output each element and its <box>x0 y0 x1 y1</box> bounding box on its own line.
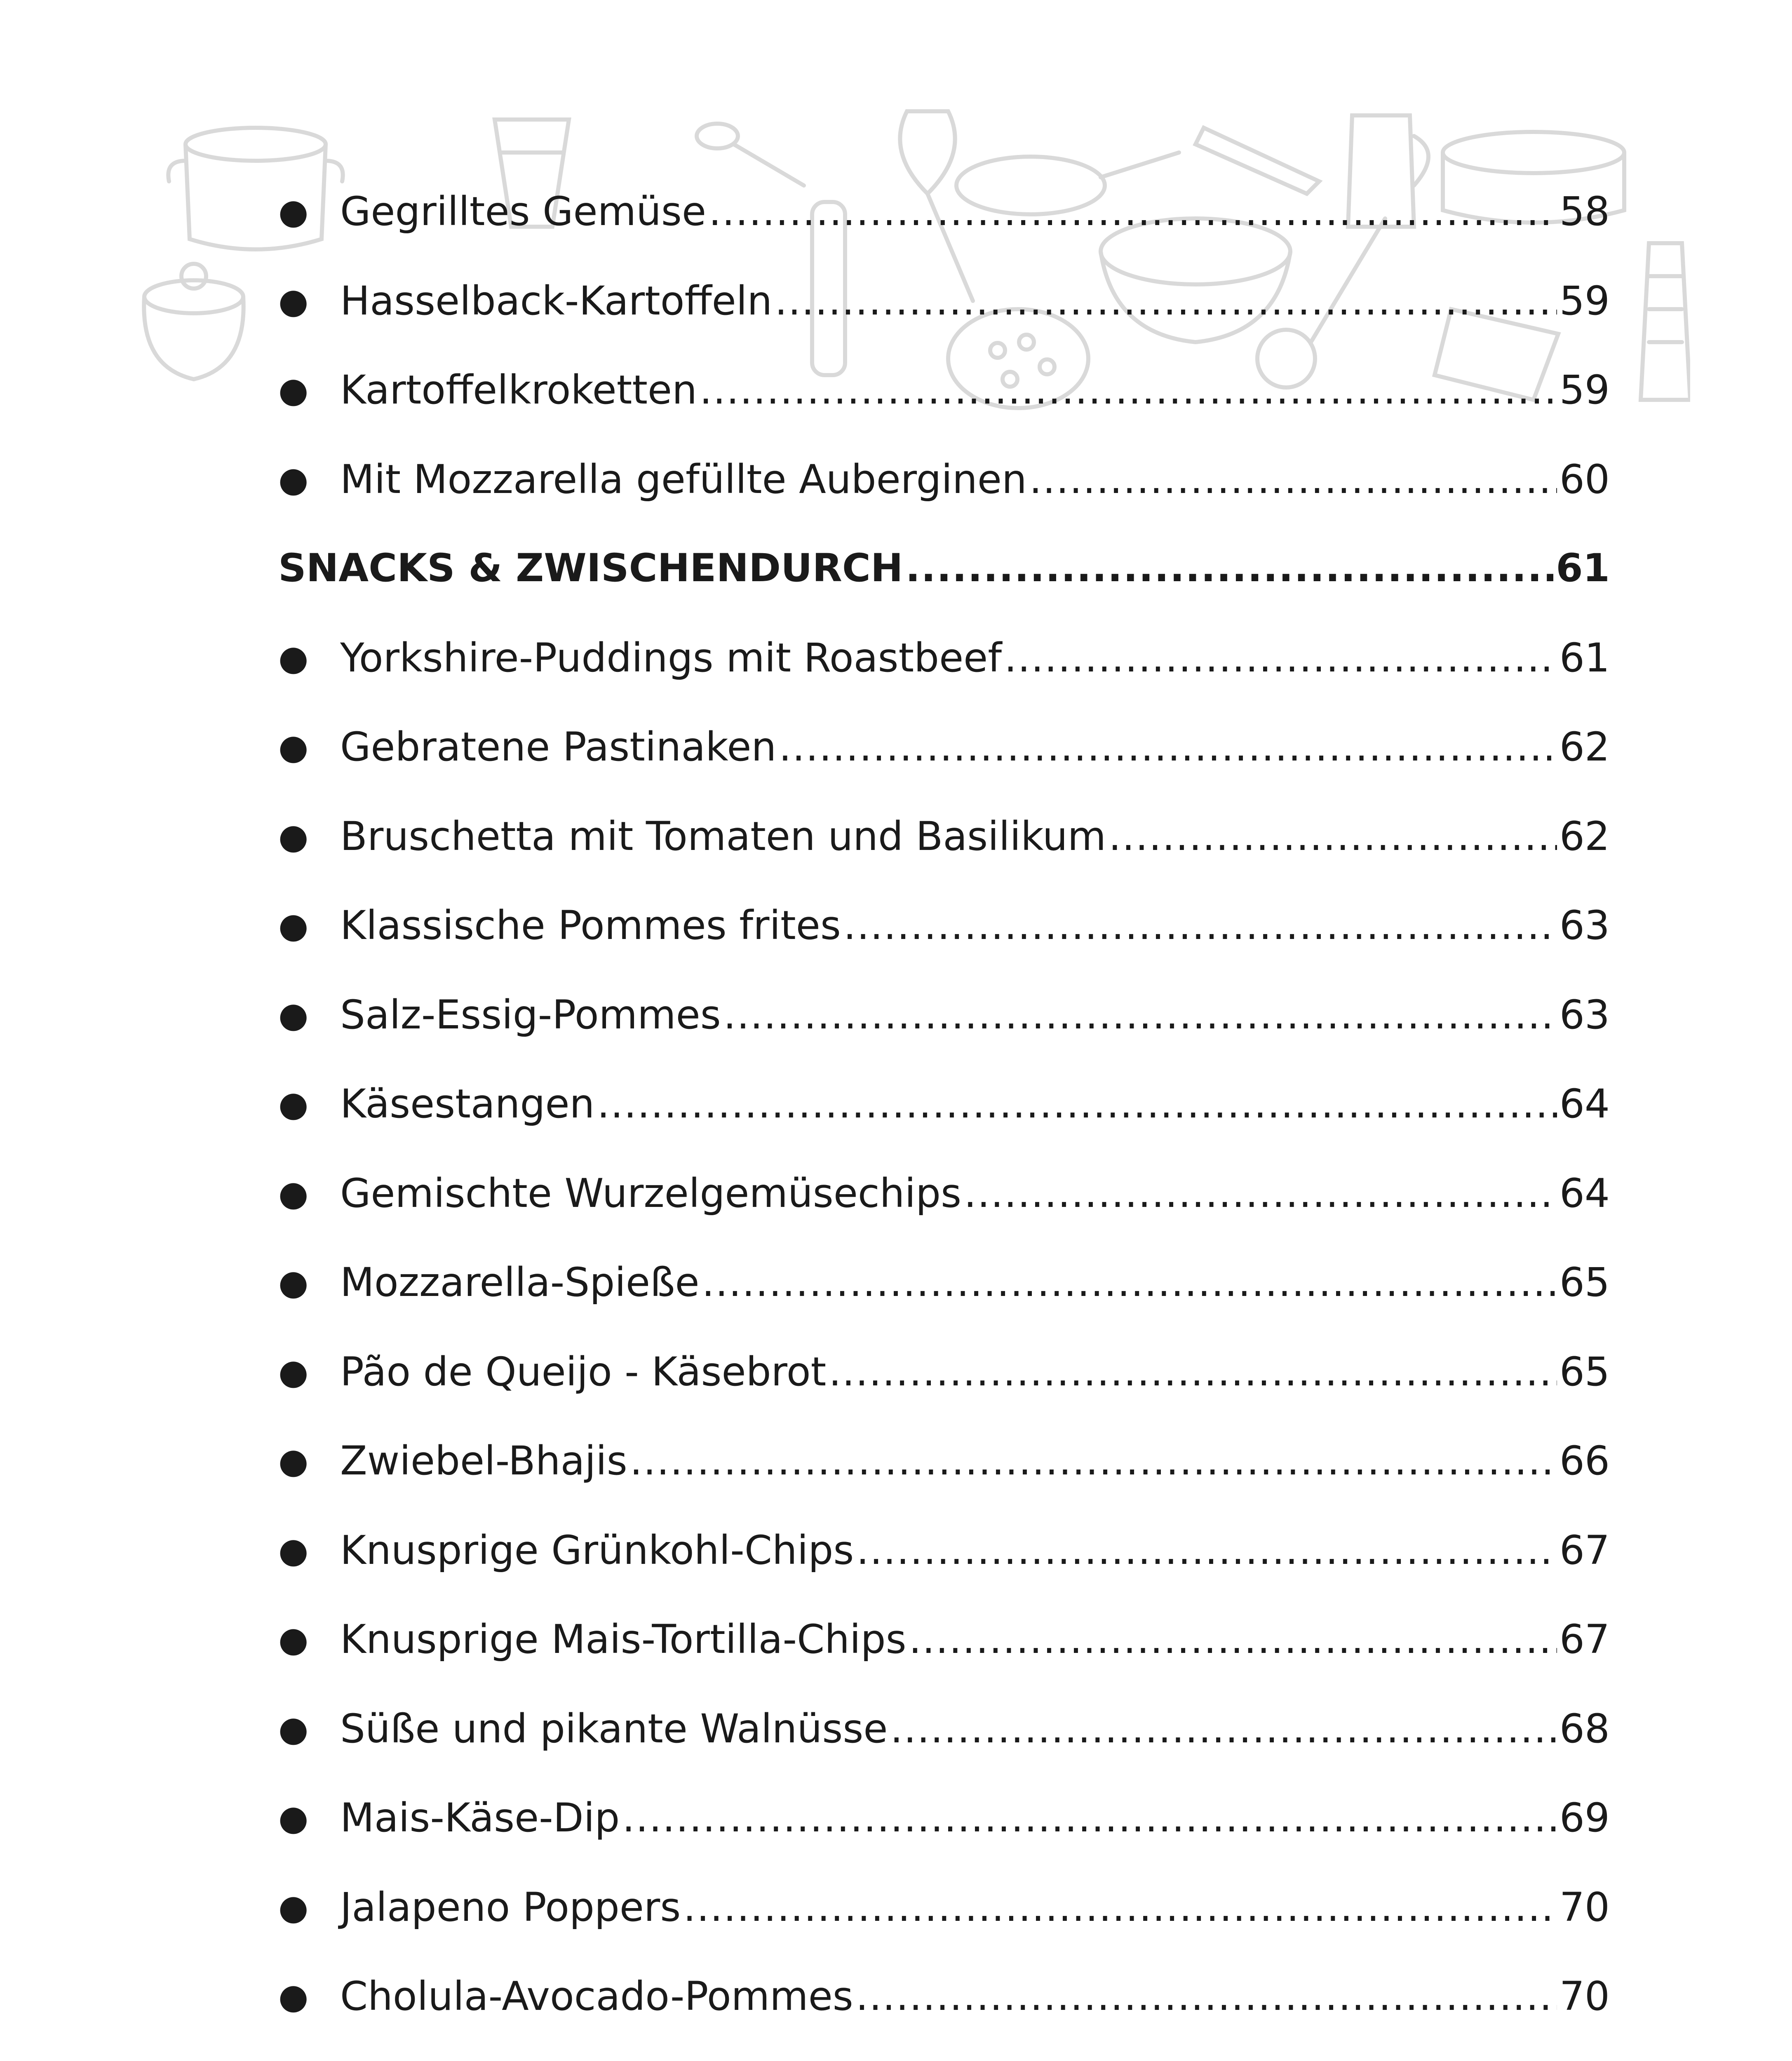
bullet-icon: ● <box>278 1708 309 1749</box>
toc-entry-title: Klassische Pommes frites <box>340 902 841 949</box>
dot-leader <box>702 1263 1557 1302</box>
toc-entry-title: Mozzarella-Spieße <box>340 1259 700 1306</box>
toc-entry-title: Salz-Essig-Pommes <box>340 991 721 1038</box>
bullet-icon: ● <box>278 1798 309 1838</box>
toc-entry <box>278 1952 1610 2041</box>
toc-page-number: 65 <box>1559 1259 1610 1306</box>
bullet-icon: ● <box>278 1173 309 1214</box>
toc-entry-title: Knusprige Grünkohl-Chips <box>340 1527 854 1573</box>
toc-entry-title: Bruschetta mit Tomaten und Basilikum <box>340 813 1106 859</box>
toc-entry <box>278 1684 1610 1774</box>
toc-entry <box>278 881 1610 970</box>
toc-entry <box>278 435 1610 524</box>
dot-leader <box>630 1441 1557 1481</box>
bullet-icon: ● <box>278 1530 309 1570</box>
toc-page-number: 61 <box>1559 634 1610 681</box>
grater-icon <box>1641 243 1690 400</box>
toc-page-number: 59 <box>1559 367 1610 413</box>
toc-entry-title: Jalapeno Poppers <box>340 1884 681 1930</box>
toc-page-number: 70 <box>1559 1884 1610 1930</box>
toc-entry-title: Cholula-Avocado-Pommes <box>340 1973 853 2020</box>
toc-page-number: 64 <box>1559 1081 1610 1127</box>
toc-page-number: 60 <box>1559 456 1610 502</box>
toc-page-number: 67 <box>1559 1527 1610 1573</box>
toc-page-number: 65 <box>1559 1348 1610 1395</box>
toc-entry-title: Käsestangen <box>340 1081 595 1127</box>
toc-entry-title: Gebratene Pastinaken <box>340 724 777 770</box>
bullet-icon: ● <box>278 280 309 321</box>
toc-entry <box>278 702 1610 792</box>
toc-page-number: 66 <box>1559 1438 1610 1484</box>
bullet-icon: ● <box>278 637 309 678</box>
toc-entry <box>278 1773 1610 1863</box>
toc-entry-title: Gemischte Wurzelgemüsechips <box>340 1170 962 1216</box>
toc-entry-title: SNACKS & ZWISCHENDURCH <box>278 546 903 591</box>
sugar-bowl-icon <box>144 264 243 379</box>
table-of-contents <box>278 167 1610 2061</box>
toc-entry <box>278 345 1610 435</box>
dot-leader <box>622 1798 1557 1838</box>
toc-page-number: 63 <box>1559 902 1610 949</box>
toc-entry <box>278 1238 1610 1327</box>
toc-entry <box>278 1149 1610 1238</box>
bullet-icon: ● <box>278 1084 309 1124</box>
toc-page-number: 63 <box>1559 991 1610 1038</box>
toc-page-number: 61 <box>1556 546 1610 591</box>
toc-entry-title: Mais-Käse-Dip <box>340 1795 620 1841</box>
bullet-icon: ● <box>278 994 309 1035</box>
bullet-icon: ● <box>278 191 309 232</box>
bullet-icon: ● <box>278 905 309 946</box>
toc-entry <box>278 1059 1610 1149</box>
toc-page-number: 59 <box>1559 277 1610 324</box>
bullet-icon: ● <box>278 1441 309 1481</box>
toc-page-number: 68 <box>1559 1705 1610 1752</box>
dot-leader <box>909 1620 1557 1659</box>
toc-entry-title: Zwiebel-Bhajis <box>340 1438 627 1484</box>
toc-page-number: 67 <box>1559 1616 1610 1663</box>
dot-leader <box>700 370 1557 410</box>
toc-entry-title: Mit Mozzarella gefüllte Auberginen <box>340 456 1027 502</box>
toc-entry <box>278 1327 1610 1417</box>
toc-entry <box>278 792 1610 881</box>
toc-entry <box>278 1416 1610 1506</box>
dot-leader <box>683 1887 1557 1927</box>
toc-entry-title: Gegrilltes Gemüse <box>340 188 706 235</box>
dot-leader <box>906 549 1554 588</box>
toc-entry <box>278 167 1610 256</box>
toc-page-number: 58 <box>1559 188 1610 235</box>
toc-page-number: 70 <box>1559 1973 1610 2020</box>
toc-entry <box>278 1506 1610 1595</box>
dot-leader <box>723 995 1557 1035</box>
bullet-icon: ● <box>278 1262 309 1303</box>
dot-leader <box>597 1084 1557 1124</box>
toc-entry <box>278 970 1610 1060</box>
toc-entry-title: Hasselback-Kartoffeln <box>340 277 773 324</box>
toc-page-number: 64 <box>1559 1170 1610 1216</box>
dot-leader <box>964 1174 1557 1213</box>
dot-leader <box>1109 817 1557 856</box>
bullet-icon: ● <box>278 816 309 857</box>
dot-leader <box>856 1530 1557 1570</box>
dot-leader <box>856 1976 1557 2016</box>
toc-entry <box>278 1595 1610 1684</box>
toc-entry-title: Knusprige Mais-Tortilla-Chips <box>340 1616 907 1663</box>
toc-entry-title: Süße und pikante Walnüsse <box>340 1705 888 1752</box>
toc-entry-title: Kartoffelkroketten <box>340 367 697 413</box>
bullet-icon: ● <box>278 459 309 500</box>
toc-entry <box>278 1863 1610 1952</box>
dot-leader <box>829 1352 1557 1392</box>
bullet-icon: ● <box>278 727 309 768</box>
bullet-icon: ● <box>278 1887 309 1927</box>
bullet-icon: ● <box>278 1351 309 1392</box>
dot-leader <box>1029 460 1557 499</box>
toc-entry-title: Pão de Queijo - Käsebrot <box>340 1348 827 1395</box>
dot-leader <box>890 1709 1557 1749</box>
toc-entry <box>278 613 1610 703</box>
toc-entry-title: Yorkshire-Puddings mit Roastbeef <box>340 634 1002 681</box>
toc-entry <box>278 256 1610 346</box>
dot-leader <box>779 727 1557 767</box>
dot-leader <box>843 906 1557 945</box>
dot-leader <box>775 281 1557 321</box>
toc-entry <box>278 2041 1610 2061</box>
toc-page-number: 62 <box>1559 813 1610 859</box>
dot-leader <box>709 192 1557 231</box>
dot-leader <box>1004 638 1557 678</box>
bullet-icon: ● <box>278 1976 309 2017</box>
toc-section-heading <box>278 524 1610 613</box>
toc-page-number: 62 <box>1559 724 1610 770</box>
toc-page-number: 69 <box>1559 1795 1610 1841</box>
bullet-icon: ● <box>278 1619 309 1660</box>
bullet-icon: ● <box>278 370 309 411</box>
